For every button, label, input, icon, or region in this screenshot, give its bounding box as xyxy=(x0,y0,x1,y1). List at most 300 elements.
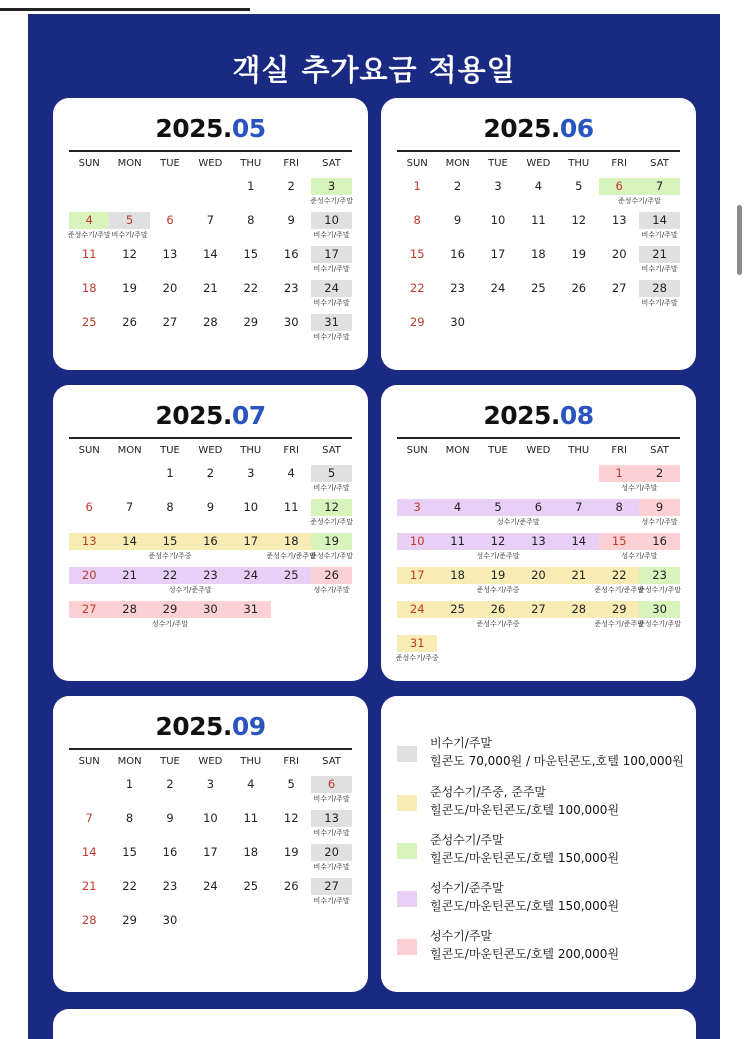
month-year: 2025. xyxy=(483,114,560,143)
day-cell: 5 xyxy=(287,777,295,791)
day-cell: 3 xyxy=(413,500,421,514)
week-row xyxy=(397,633,680,667)
week-row xyxy=(69,278,352,312)
day-cell: 2 xyxy=(166,777,174,791)
rate-note: 비수기/주말 xyxy=(641,231,678,239)
day-cell: 14 xyxy=(203,247,218,261)
day-cell: 20 xyxy=(81,568,97,582)
day-cell: 16 xyxy=(283,247,299,261)
day-cell: 24 xyxy=(324,281,339,295)
day-cell: 29 xyxy=(122,913,137,927)
day-cell: 26 xyxy=(571,281,587,295)
day-cell: 11 xyxy=(450,534,465,548)
rate-note: 준성수기/주말 xyxy=(638,620,682,628)
day-cell: 27 xyxy=(162,315,178,329)
day-cell: 12 xyxy=(283,811,299,825)
rate-note: 비수기/주말 xyxy=(313,299,350,307)
day-cell: 18 xyxy=(81,281,97,295)
day-cell: 10 xyxy=(243,500,259,514)
day-cell: 30 xyxy=(652,602,667,616)
weekday-mon: MON xyxy=(117,158,142,169)
rate-note: 비수기/주말 xyxy=(313,897,350,905)
day-cell: 15 xyxy=(611,534,627,548)
header-divider xyxy=(397,150,680,152)
weekday-wed: WED xyxy=(198,158,223,169)
month-year: 2025. xyxy=(483,401,560,430)
day-cell: 6 xyxy=(327,777,336,791)
day-cell: 26 xyxy=(122,315,137,329)
legend-row-pink xyxy=(397,927,687,967)
weekday-sat: SAT xyxy=(322,756,341,767)
legend-title: 성수기/준주말 xyxy=(430,881,504,895)
legend-title: 준성수기/주중, 준주말 xyxy=(430,785,547,799)
day-cell: 22 xyxy=(409,281,425,295)
day-cell: 5 xyxy=(575,179,583,193)
rate-note: 성수기/주말 xyxy=(313,586,350,594)
calendar-card-june xyxy=(381,98,696,370)
weekday-tue: TUE xyxy=(160,756,180,767)
calendar-grid xyxy=(397,437,680,667)
rate-note: 비수기/주말 xyxy=(313,484,350,492)
rate-note: 비수기/주말 xyxy=(313,265,350,273)
day-cell: 10 xyxy=(409,534,425,548)
day-cell: 15 xyxy=(243,247,259,261)
weekday-tue: TUE xyxy=(160,158,180,169)
day-cell: 23 xyxy=(203,568,218,582)
day-cell: 4 xyxy=(85,213,93,227)
day-cell: 24 xyxy=(243,568,259,582)
day-cell: 11 xyxy=(243,811,259,825)
day-cell: 2 xyxy=(655,466,664,480)
day-cell: 26 xyxy=(283,879,299,893)
week-row xyxy=(397,176,680,210)
day-cell: 25 xyxy=(531,281,546,295)
day-cell: 23 xyxy=(450,281,465,295)
weekday-mon: MON xyxy=(117,756,142,767)
day-cell: 19 xyxy=(283,845,299,859)
day-cell: 26 xyxy=(490,602,506,616)
day-cell: 6 xyxy=(615,179,623,193)
weekday-sat: SAT xyxy=(650,158,669,169)
day-cell: 29 xyxy=(409,315,425,329)
month-title xyxy=(381,114,696,143)
legend-swatch-green xyxy=(397,843,417,859)
header-divider xyxy=(69,748,352,750)
weekday-sun: SUN xyxy=(406,445,428,456)
weekday-fri: FRI xyxy=(283,445,299,456)
week-row xyxy=(69,565,352,599)
week-row xyxy=(69,176,352,210)
rate-note: 준성수기/주말 xyxy=(310,518,354,526)
day-cell: 8 xyxy=(125,811,134,825)
day-cell: 28 xyxy=(122,602,137,616)
weekday-fri: FRI xyxy=(283,158,299,169)
day-cell: 20 xyxy=(611,247,627,261)
day-cell: 6 xyxy=(166,213,174,227)
day-cell: 25 xyxy=(450,602,465,616)
day-cell: 4 xyxy=(453,500,462,514)
calendar-grid xyxy=(69,150,352,346)
day-cell: 19 xyxy=(571,247,587,261)
day-cell: 13 xyxy=(611,213,627,227)
rate-note: 비수기/주말 xyxy=(313,795,350,803)
day-cell: 25 xyxy=(243,879,259,893)
weekday-header xyxy=(69,756,352,774)
legend-row-yellow xyxy=(397,783,687,823)
day-cell: 21 xyxy=(571,568,587,582)
weekday-mon: MON xyxy=(117,445,142,456)
month-number: 06 xyxy=(559,114,594,143)
day-cell: 14 xyxy=(81,845,97,859)
day-cell: 1 xyxy=(615,466,623,480)
week-row xyxy=(397,531,680,565)
day-cell: 7 xyxy=(85,811,93,825)
day-cell: 19 xyxy=(490,568,506,582)
day-cell: 18 xyxy=(243,845,259,859)
week-row xyxy=(69,599,352,633)
month-number: 09 xyxy=(231,712,266,741)
weekday-mon: MON xyxy=(445,445,470,456)
day-cell: 27 xyxy=(81,602,97,616)
legend-row-green xyxy=(397,831,687,871)
week-row xyxy=(69,842,352,876)
week-row xyxy=(397,599,680,633)
weekday-thu: THU xyxy=(568,445,590,456)
rate-note: 성수기/준주말 xyxy=(476,552,520,560)
day-cell: 4 xyxy=(287,466,295,480)
legend-title: 성수기/주말 xyxy=(430,929,493,943)
weekday-header xyxy=(69,445,352,463)
month-title xyxy=(53,401,368,430)
day-cell: 8 xyxy=(247,213,255,227)
day-cell: 26 xyxy=(324,568,339,582)
day-cell: 9 xyxy=(166,811,174,825)
rate-note: 성수기/주말 xyxy=(621,484,658,492)
details-card-partial xyxy=(53,1009,696,1039)
day-cell: 8 xyxy=(166,500,174,514)
legend-title: 비수기/주말 xyxy=(430,736,493,750)
rate-note: 성수기/준주말 xyxy=(496,518,540,526)
day-cell: 17 xyxy=(409,568,425,582)
day-cell: 9 xyxy=(287,213,295,227)
day-cell: 3 xyxy=(247,466,255,480)
day-cell: 24 xyxy=(409,602,425,616)
weekday-thu: THU xyxy=(240,445,262,456)
day-cell: 5 xyxy=(125,213,134,227)
rate-note: 준성수기/주말 xyxy=(638,586,682,594)
weekday-sun: SUN xyxy=(406,158,428,169)
day-cell: 6 xyxy=(534,500,543,514)
day-cell: 29 xyxy=(162,602,178,616)
week-row xyxy=(397,312,680,346)
weekday-sun: SUN xyxy=(78,445,100,456)
weekday-thu: THU xyxy=(568,158,590,169)
day-cell: 14 xyxy=(571,534,587,548)
day-cell: 19 xyxy=(122,281,137,295)
day-cell: 23 xyxy=(162,879,178,893)
week-row xyxy=(69,497,352,531)
day-cell: 3 xyxy=(206,777,215,791)
rate-note: 비수기/주말 xyxy=(111,231,148,239)
day-cell: 28 xyxy=(652,281,667,295)
day-cell: 3 xyxy=(494,179,502,193)
day-cell: 28 xyxy=(203,315,218,329)
top-progress-line xyxy=(0,8,250,11)
day-cell: 5 xyxy=(494,500,502,514)
week-row xyxy=(69,774,352,808)
day-cell: 18 xyxy=(283,534,299,548)
month-title xyxy=(53,712,368,741)
weekday-fri: FRI xyxy=(611,445,627,456)
day-cell: 22 xyxy=(122,879,137,893)
day-cell: 31 xyxy=(243,602,259,616)
day-cell: 24 xyxy=(490,281,506,295)
day-cell: 19 xyxy=(324,534,339,548)
rate-note: 비수기/주말 xyxy=(313,333,350,341)
rate-note: 준성수기/주중 xyxy=(476,586,520,594)
day-cell: 15 xyxy=(409,247,425,261)
day-cell: 5 xyxy=(327,466,336,480)
day-cell: 21 xyxy=(652,247,667,261)
day-cell: 7 xyxy=(575,500,583,514)
week-row xyxy=(397,497,680,531)
day-cell: 1 xyxy=(166,466,174,480)
day-cell: 12 xyxy=(122,247,137,261)
day-cell: 3 xyxy=(327,179,336,193)
rate-note: 비수기/주말 xyxy=(641,265,678,273)
weekday-mon: MON xyxy=(445,158,470,169)
day-cell: 21 xyxy=(122,568,137,582)
legend-swatch-yellow xyxy=(397,795,417,811)
day-cell: 27 xyxy=(531,602,546,616)
day-cell: 9 xyxy=(453,213,462,227)
calendar-grid xyxy=(397,150,680,346)
day-cell: 16 xyxy=(450,247,465,261)
day-cell: 31 xyxy=(324,315,339,329)
day-cell: 17 xyxy=(324,247,339,261)
day-cell: 14 xyxy=(122,534,137,548)
day-cell: 29 xyxy=(243,315,259,329)
week-row xyxy=(69,312,352,346)
day-cell: 17 xyxy=(243,534,259,548)
day-cell: 7 xyxy=(655,179,664,193)
day-cell: 30 xyxy=(162,913,178,927)
weekday-sat: SAT xyxy=(322,158,341,169)
day-cell: 21 xyxy=(81,879,97,893)
day-cell: 13 xyxy=(162,247,178,261)
day-cell: 12 xyxy=(490,534,506,548)
week-row xyxy=(397,210,680,244)
week-row xyxy=(397,565,680,599)
rate-note: 준성수기/주중 xyxy=(395,654,439,662)
day-cell: 9 xyxy=(655,500,664,514)
day-cell: 23 xyxy=(652,568,667,582)
weekday-fri: FRI xyxy=(611,158,627,169)
day-cell: 8 xyxy=(413,213,421,227)
weekday-header xyxy=(397,158,680,176)
day-cell: 27 xyxy=(611,281,627,295)
week-row xyxy=(69,910,352,944)
weekday-header xyxy=(397,445,680,463)
calendar-grid xyxy=(69,748,352,944)
day-cell: 4 xyxy=(247,777,255,791)
day-cell: 30 xyxy=(203,602,218,616)
day-cell: 11 xyxy=(531,213,546,227)
header-divider xyxy=(69,437,352,439)
weekday-fri: FRI xyxy=(283,756,299,767)
month-title xyxy=(53,114,368,143)
weekday-wed: WED xyxy=(198,756,223,767)
rate-note: 비수기/주말 xyxy=(313,829,350,837)
legend-card xyxy=(381,696,696,992)
week-row xyxy=(397,278,680,312)
rate-note: 성수기/주말 xyxy=(621,552,658,560)
day-cell: 28 xyxy=(571,602,587,616)
legend-swatch-gray xyxy=(397,746,417,762)
day-cell: 16 xyxy=(652,534,667,548)
calendar-card-august xyxy=(381,385,696,681)
day-cell: 24 xyxy=(203,879,218,893)
legend-swatch-pink xyxy=(397,939,417,955)
legend-swatch-purple xyxy=(397,891,417,907)
day-cell: 1 xyxy=(125,777,134,791)
day-cell: 18 xyxy=(531,247,546,261)
calendar-card-may xyxy=(53,98,368,370)
rate-note: 성수기/준주말 xyxy=(168,586,212,594)
week-row xyxy=(69,463,352,497)
day-cell: 12 xyxy=(324,500,339,514)
legend-title: 준성수기/주말 xyxy=(430,833,504,847)
day-cell: 1 xyxy=(413,179,421,193)
month-year: 2025. xyxy=(155,114,232,143)
day-cell: 31 xyxy=(409,636,425,650)
weekday-thu: THU xyxy=(240,158,262,169)
rate-poster xyxy=(28,14,720,1039)
weekday-header xyxy=(69,158,352,176)
weekday-wed: WED xyxy=(526,158,551,169)
calendar-card-july xyxy=(53,385,368,681)
rate-note: 준성수기/주말 xyxy=(617,197,661,205)
week-row xyxy=(69,210,352,244)
scrollbar-thumb[interactable] xyxy=(737,205,742,275)
rate-note: 준성수기/주말 xyxy=(310,197,354,205)
week-row xyxy=(69,531,352,565)
rate-note: 준성수기/준주말 xyxy=(594,620,645,628)
day-cell: 14 xyxy=(652,213,667,227)
week-row xyxy=(69,244,352,278)
weekday-sat: SAT xyxy=(322,445,341,456)
day-cell: 10 xyxy=(324,213,339,227)
legend-price: 힐콘도/마운틴콘도/호텔 150,000원 xyxy=(430,851,620,865)
day-cell: 22 xyxy=(611,568,627,582)
poster-title: 객실 추가요금 적용일 xyxy=(232,53,516,87)
day-cell: 18 xyxy=(450,568,465,582)
day-cell: 27 xyxy=(324,879,339,893)
header-divider xyxy=(397,437,680,439)
month-number: 08 xyxy=(559,401,594,430)
legend-price: 힐콘도/마운틴콘도/호텔 200,000원 xyxy=(430,947,620,961)
rate-note: 성수기/주말 xyxy=(641,518,678,526)
day-cell: 7 xyxy=(206,213,215,227)
month-number: 07 xyxy=(231,401,266,430)
day-cell: 7 xyxy=(125,500,134,514)
day-cell: 12 xyxy=(571,213,587,227)
day-cell: 16 xyxy=(162,845,178,859)
legend-price: 힐콘도 70,000원 / 마운틴콘도,호텔 100,000원 xyxy=(430,754,684,768)
day-cell: 11 xyxy=(283,500,299,514)
legend-row-gray xyxy=(397,734,687,774)
weekday-wed: WED xyxy=(198,445,223,456)
day-cell: 2 xyxy=(206,466,215,480)
rate-note: 성수기/주말 xyxy=(151,620,189,628)
rate-note: 비수기/주말 xyxy=(641,299,678,307)
legend-price: 힐콘도/마운틴콘도/호텔 100,000원 xyxy=(430,803,620,817)
rate-note: 비수기/주말 xyxy=(313,863,350,871)
day-cell: 17 xyxy=(490,247,506,261)
day-cell: 8 xyxy=(615,500,623,514)
weekday-thu: THU xyxy=(240,756,262,767)
legend-row-purple xyxy=(397,879,687,919)
weekday-sun: SUN xyxy=(78,756,100,767)
day-cell: 13 xyxy=(531,534,546,548)
day-cell: 6 xyxy=(85,500,93,514)
day-cell: 23 xyxy=(283,281,299,295)
day-cell: 30 xyxy=(283,315,299,329)
rate-note: 준성수기/준주말 xyxy=(266,552,317,560)
weekday-tue: TUE xyxy=(488,445,508,456)
rate-note: 준성수기/주중 xyxy=(476,620,520,628)
day-cell: 20 xyxy=(531,568,546,582)
day-cell: 21 xyxy=(203,281,218,295)
calendar-grid xyxy=(69,437,352,633)
weekday-sun: SUN xyxy=(78,158,100,169)
rate-note: 준성수기/준주말 xyxy=(594,586,645,594)
day-cell: 2 xyxy=(453,179,462,193)
day-cell: 11 xyxy=(81,247,97,261)
day-cell: 13 xyxy=(324,811,339,825)
day-cell: 15 xyxy=(122,845,137,859)
day-cell: 9 xyxy=(206,500,215,514)
day-cell: 10 xyxy=(203,811,218,825)
day-cell: 20 xyxy=(324,845,339,859)
day-cell: 4 xyxy=(534,179,543,193)
rate-note: 준성수기/주중 xyxy=(148,552,192,560)
rate-note: 준성수기/주말 xyxy=(67,231,111,239)
week-row xyxy=(397,244,680,278)
rate-note: 비수기/주말 xyxy=(313,231,350,239)
day-cell: 28 xyxy=(81,913,97,927)
day-cell: 16 xyxy=(203,534,218,548)
day-cell: 2 xyxy=(287,179,295,193)
day-cell: 1 xyxy=(247,179,255,193)
day-cell: 29 xyxy=(611,602,627,616)
month-title xyxy=(381,401,696,430)
weekday-tue: TUE xyxy=(160,445,180,456)
week-row xyxy=(397,463,680,497)
week-row xyxy=(69,876,352,910)
day-cell: 10 xyxy=(490,213,506,227)
day-cell: 13 xyxy=(81,534,97,548)
weekday-tue: TUE xyxy=(488,158,508,169)
rate-note: 준성수기/주말 xyxy=(310,552,354,560)
day-cell: 25 xyxy=(283,568,299,582)
day-cell: 25 xyxy=(81,315,97,329)
weekday-wed: WED xyxy=(526,445,551,456)
month-number: 05 xyxy=(231,114,266,143)
day-cell: 22 xyxy=(162,568,178,582)
day-cell: 20 xyxy=(162,281,178,295)
day-cell: 30 xyxy=(450,315,465,329)
